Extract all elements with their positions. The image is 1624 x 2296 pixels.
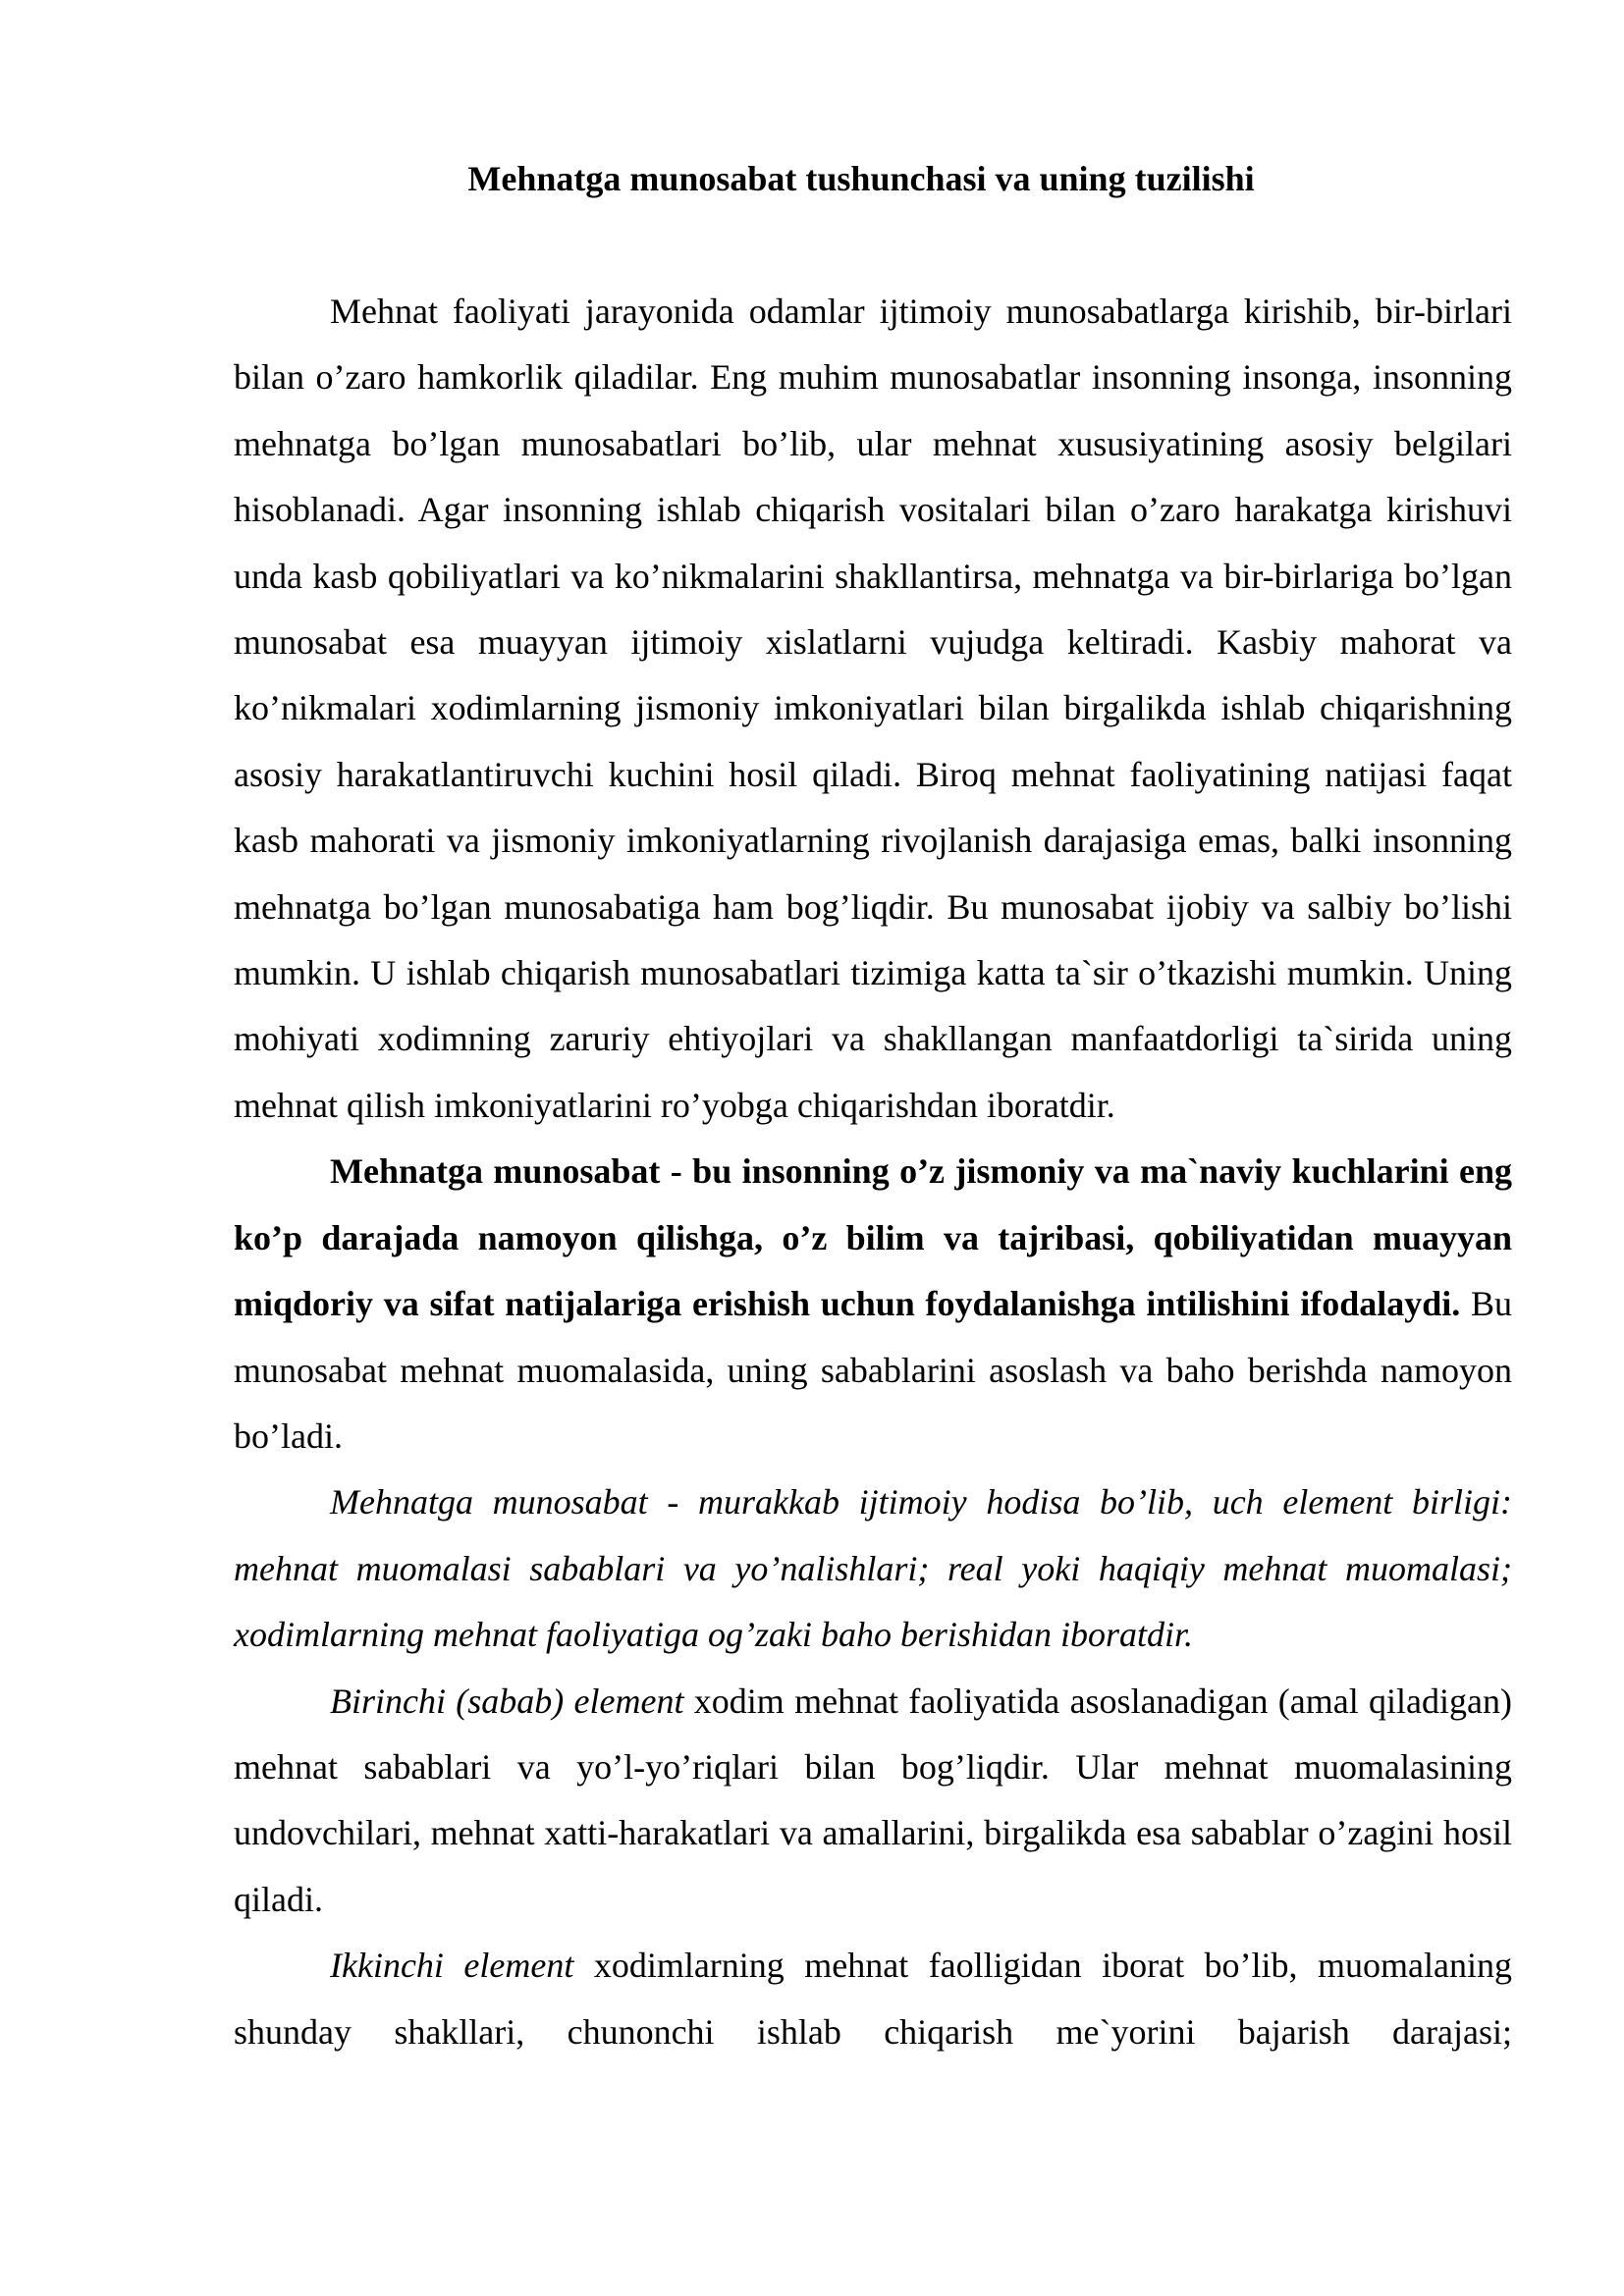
paragraph-4-italic-term: Birinchi (sabab) element <box>330 1681 684 1721</box>
paragraph-1-text: Mehnat faoliyati jarayonida odamlar ijtimoiy munosabatlarga kirishib, bir-birlari bilan o’zaro hamkorlik qiladilar. Eng muhim munosabatlar insonning insonga, insonning mehnatga bo’lgan munosabatlari bo’lib, ular mehnat xususiyatining asosiy belgilari hisoblanadi. Agar insonning ishlab chiqarish vositalari bilan o’zaro harakatga kirishuvi unda kasb qobiliyatlari va ko’nikmalarini shakllantirsa, mehnatga va bir-birlariga bo’lgan munosabat esa muayyan ijtimoiy xislatlarni vujudga keltiradi. Kasbiy mahorat va ko’nikmalari xodimlarning jismoniy imkoniyatlari bilan birgalikda ishlab chiqarishning asosiy harakatlantiruvchi kuchini hosil qiladi. Biroq mehnat faoliyatining natijasi faqat kasb mahorati va jismoniy imkoniyatlarning rivojlanish darajasiga emas, balki insonning mehnatga bo’lgan munosabatiga ham bog’liqdir. Bu munosabat ijobiy va salbiy bo’lishi mumkin. U ishlab chiqarish munosabatlari tizimiga katta ta`sir o’tkazishi mumkin. Uning mohiyati xodimning zaruriy ehtiyojlari va shakllangan manfaatdorligi ta`sirida uning mehnat qilish imkoniyatlarini ro’yobga chiqarishdan iboratdir. <box>234 292 1512 1125</box>
paragraph-3-dash: - <box>647 1482 699 1522</box>
paragraph-5 <box>234 1933 1512 2065</box>
paragraph-3 <box>234 1469 1512 1668</box>
paragraph-2-text: Bu munosabat mehnat muomalasida, uning sabablarini asoslash va baho berishda namoyon bo’ladi. <box>234 1284 1513 1456</box>
paragraph-2 <box>234 1139 1512 1469</box>
paragraph-4-text: xodim mehnat faoliyatida asoslanadigan (amal qiladigan) mehnat sabablari va yo’l-yo’riqlari bilan bog’liqdir. Ular mehnat muomalasining undovchilari, mehnat xatti-harakatlari va amallarini, birgalikda esa sabablar o’zagini hosil qiladi. <box>234 1681 1512 1919</box>
paragraph-1 <box>234 279 1512 1139</box>
paragraph-3-italic-term: Mehnatga munosabat <box>330 1482 648 1522</box>
document-title: Mehnatga munosabat tushunchasi va uning tuzilishi <box>467 159 1255 198</box>
paragraph-5-italic-term: Ikkinchi element <box>330 1946 574 1986</box>
definition-bold-text: Mehnatga munosabat - bu insonning o’z jismoniy va ma`naviy kuchlarini eng ko’p darajada namoyon qilishga, o’z bilim va tajribasi, qobiliyatidan muayyan miqdoriy va sifat natijalariga erishish uchun foydalanishga intilishini ifodalaydi. <box>234 1151 1512 1324</box>
paragraph-3-italic-text: murakkab ijtimoiy hodisa bo’lib, uch element birligi: mehnat muomalasi sabablari va yo’nalishlari; real yoki haqiqiy mehnat muomalasi; xodimlarning mehnat faoliyatiga og’zaki baho berishidan iboratdir. <box>234 1482 1512 1655</box>
paragraph-5-text: xodimlarning mehnat faolligidan iborat bo’lib, muomalaning shunday shakllari, chunonchi ishlab chiqarish me`yorini bajarish darajasi; <box>234 1946 1512 2052</box>
document-body <box>234 279 1512 2065</box>
paragraph-4 <box>234 1669 1512 1934</box>
